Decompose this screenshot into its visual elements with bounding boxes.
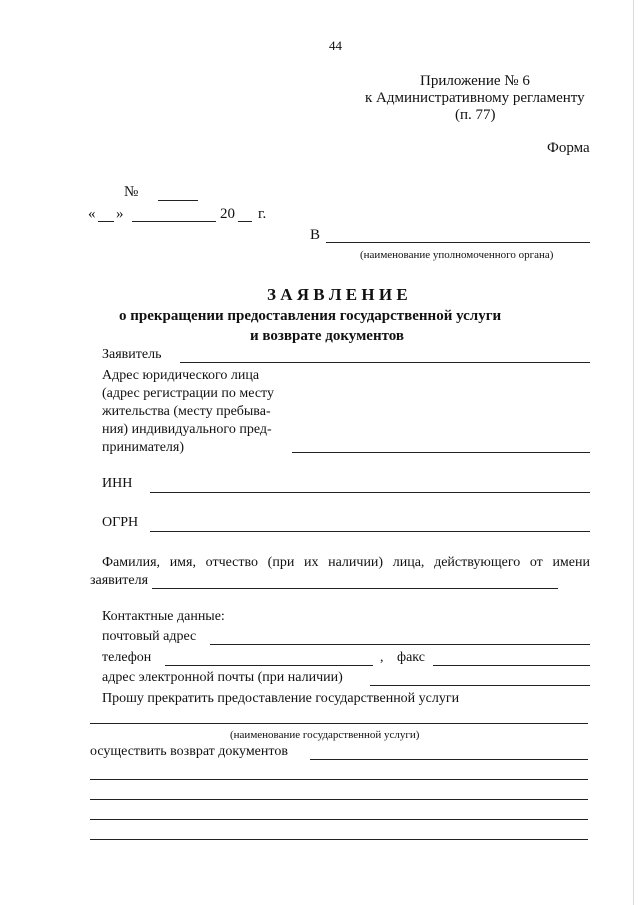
recipient-blank bbox=[326, 242, 590, 243]
return-documents-label: осуществить возврат документов bbox=[90, 744, 288, 759]
email-label: адрес электронной почты (при наличии) bbox=[102, 670, 343, 685]
request-text: Прошу прекратить предоставление государственной услуги bbox=[102, 691, 460, 706]
page-number: 44 bbox=[329, 38, 342, 53]
fax-label: факс bbox=[397, 650, 425, 665]
phone-fax-separator: , bbox=[380, 650, 384, 665]
year-suffix: г. bbox=[258, 206, 267, 222]
address-line: (адрес регистрации по месту bbox=[102, 386, 274, 401]
representative-label-line1: Фамилия, имя, отчество (при их наличии) лица, действующего от имени bbox=[102, 555, 590, 570]
inn-label: ИНН bbox=[102, 476, 133, 491]
document-subject-line1: о прекращении предоставления государственной услуги bbox=[119, 308, 502, 324]
address-line: принимателя) bbox=[102, 440, 185, 455]
quote-close: » bbox=[116, 206, 124, 222]
regulation-reference: к Административному регламенту bbox=[365, 90, 585, 106]
phone-blank bbox=[165, 665, 373, 666]
recipient-caption: (наименование уполномоченного органа) bbox=[360, 249, 554, 261]
day-blank bbox=[98, 221, 114, 222]
year-blank bbox=[238, 221, 252, 222]
clause-reference: (п. 77) bbox=[455, 107, 496, 123]
document-subject-line2: и возврате документов bbox=[250, 328, 404, 344]
representative-blank bbox=[152, 588, 558, 589]
inn-blank bbox=[150, 492, 590, 493]
representative-label-line2: заявителя bbox=[90, 573, 149, 588]
applicant-blank bbox=[180, 362, 590, 363]
postal-address-label: почтовый адрес bbox=[102, 629, 197, 644]
service-name-blank bbox=[90, 723, 588, 724]
address-label bbox=[102, 367, 282, 457]
form-label: Форма bbox=[547, 140, 590, 156]
year-prefix: 20 bbox=[220, 206, 235, 222]
email-blank bbox=[370, 685, 590, 686]
blank-line bbox=[90, 839, 588, 840]
phone-label: телефон bbox=[102, 650, 152, 665]
number-sign: № bbox=[124, 184, 139, 200]
month-blank bbox=[132, 221, 216, 222]
recipient-prefix: В bbox=[310, 227, 321, 243]
appendix-title: Приложение № 6 bbox=[420, 73, 530, 89]
number-blank bbox=[158, 200, 198, 201]
address-blank bbox=[292, 452, 590, 453]
ogrn-blank bbox=[150, 531, 590, 532]
applicant-label: Заявитель bbox=[102, 347, 162, 362]
return-documents-blank bbox=[310, 759, 588, 760]
quote-open: « bbox=[88, 206, 96, 222]
service-name-caption: (наименование государственной услуги) bbox=[230, 729, 420, 741]
page-edge-right bbox=[633, 0, 634, 905]
ogrn-label: ОГРН bbox=[102, 515, 139, 530]
address-line: Адрес юридического лица bbox=[102, 368, 260, 383]
blank-line bbox=[90, 779, 588, 780]
blank-line bbox=[90, 799, 588, 800]
contacts-heading: Контактные данные: bbox=[102, 609, 225, 624]
address-line: ния) индивидуального пред- bbox=[102, 422, 272, 437]
address-line: жительства (месту пребыва- bbox=[102, 404, 271, 419]
document-title: З А Я В Л Е Н И Е bbox=[267, 285, 408, 304]
blank-line bbox=[90, 819, 588, 820]
fax-blank bbox=[433, 665, 590, 666]
postal-address-blank bbox=[210, 644, 590, 645]
